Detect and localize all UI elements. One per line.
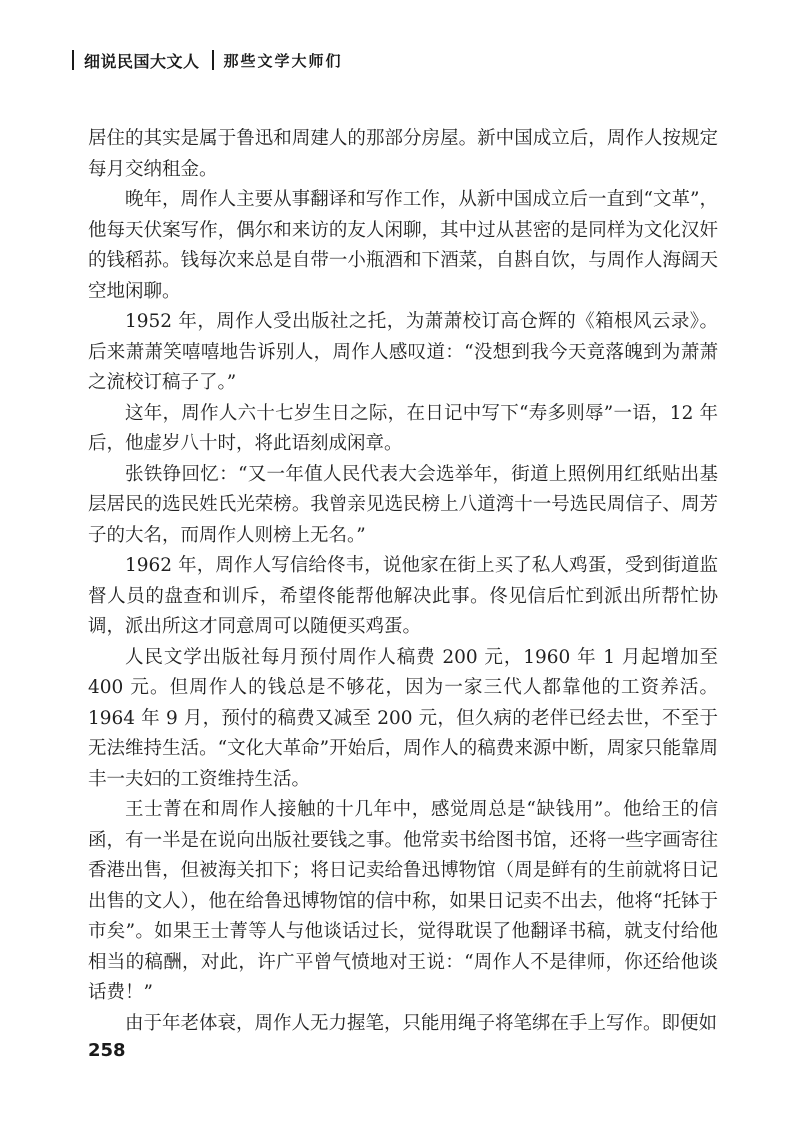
paragraph: 1962 年，周作人写信给佟韦，说他家在街上买了私人鸡蛋，受到街道监督人员的盘查和训斥，希望佟能帮他解决此事。佟见信后忙到派出所帮忙协调，派出所这才同意周可以随便买鸡蛋。	[88, 555, 718, 637]
running-header	[72, 48, 343, 72]
header-bar-left	[72, 50, 74, 70]
paragraph: 由于年老体衰，周作人无力握笔，只能用绳子将笔绑在手上写作。即便如	[125, 1012, 718, 1034]
page-body	[88, 124, 718, 1039]
book-title: 细说民国大文人	[84, 51, 200, 71]
paragraph: 这年，周作人六十七岁生日之际，在日记中写下“寿多则辱”一语，12 年后，他虚岁八十时，将此语刻成闲章。	[88, 402, 718, 454]
paragraph: 王士菁在和周作人接触的十几年中，感觉周总是“缺钱用”。他给王的信函，有一半是在说向出版社要钱之事。他常卖书给图书馆，还将一些字画寄往香港出售，但被海关扣下；将日记卖给鲁迅博物馆（周是鲜有的生前就将日记出售的文人），他在给鲁迅博物馆的信中称，如果日记卖不出去，他将“托钵于市矣”。如果王士菁等人与他谈话过长，觉得耽误了他翻译书稿，就支付给他相当的稿酬，对此，许广平曾气愤地对王说：“周作人不是律师，你还给他谈话费！”	[88, 799, 718, 1003]
paragraph: 晚年，周作人主要从事翻译和写作工作，从新中国成立后一直到“文革”，他每天伏案写作，偶尔和来访的友人闲聊，其中过从甚密的是同样为文化汉奸的钱稻荪。钱每次来总是自带一小瓶酒和下酒菜，自斟自饮，与周作人海阔天空地闲聊。	[88, 189, 718, 302]
section-title: 那些文学大师们	[223, 51, 343, 70]
page-number: 258	[88, 1040, 126, 1061]
paragraph: 居住的其实是属于鲁迅和周建人的那部分房屋。新中国成立后，周作人按规定每月交纳租金。	[88, 128, 718, 180]
paragraph: 张铁铮回忆：“又一年值人民代表大会选举年，街道上照例用红纸贴出基层居民的选民姓氏光荣榜。我曾亲见选民榜上八道湾十一号选民周信子、周芳子的大名，而周作人则榜上无名。”	[88, 463, 718, 546]
header-separator	[212, 50, 214, 70]
paragraph: 人民文学出版社每月预付周作人稿费 200 元，1960 年 1 月起增加至 400 元。但周作人的钱总是不够花，因为一家三代人都靠他的工资养活。1964 年 9 月，预付的稿费又减至 200 元，但久病的老伴已经去世，不至于无法维持生活。“文化大革命”开始后，周作人的稿费来源中断，周家只能靠周丰一夫妇的工资维持生活。	[88, 646, 718, 790]
paragraph: 1952 年，周作人受出版社之托，为萧萧校订高仓辉的《箱根风云录》。后来萧萧笑嘻嘻地告诉别人，周作人感叹道：“没想到我今天竟落魄到为萧萧之流校订稿子了。”	[88, 311, 718, 393]
